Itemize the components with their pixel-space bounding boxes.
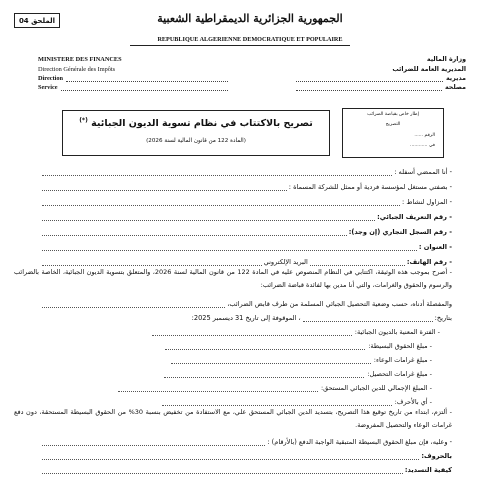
- service-fr-field[interactable]: [61, 84, 228, 91]
- payment-method-row: [40, 466, 452, 474]
- phone-label: - رقم الهاتف:: [406, 258, 452, 266]
- remaining-amount-label: - وعليه، فإن مبلغ الحقوق البسيطة المتبقية الواجبة الدفع (بالأرقام) :: [267, 438, 452, 446]
- nif-label: - رقم التعريف الجبائي:: [377, 213, 452, 221]
- debt-period-label: - الفترة المعنية بالديون الجبائية:: [354, 328, 440, 336]
- signer-row: [40, 168, 452, 176]
- annex-label: الملحق 04: [14, 13, 60, 28]
- simple-duties-field[interactable]: [165, 343, 365, 350]
- nif-row: [40, 213, 452, 221]
- capacity-label: - بصفتي مستغل لمؤسسة فردية أو ممثل للشركة المسماة :: [288, 183, 452, 191]
- address-label: - العنوان :: [418, 243, 452, 251]
- rc-row: [40, 228, 452, 236]
- capacity-field[interactable]: [42, 184, 287, 191]
- capacity-row: [40, 183, 452, 191]
- collection-fines-row: [164, 370, 432, 378]
- amount-letters-row: [162, 398, 432, 406]
- debt-period-row: [152, 328, 440, 336]
- total-debt-row: [118, 384, 432, 392]
- service-ar-row: [296, 84, 466, 91]
- assessment-fines-label: - مبلغ غرامات الوعاء:: [373, 356, 432, 364]
- direction-ar-row: [296, 75, 466, 82]
- direction-fr-field[interactable]: [66, 75, 228, 82]
- rc-label: - رقم السجل التجاري (إن وجد):: [348, 228, 452, 236]
- arabic-republic-title: الجمهورية الجزائرية الديمقراطية الشعبية: [157, 12, 343, 25]
- total-debt-label: - المبلغ الإجمالي للدين الجبائي المستحق:: [320, 384, 432, 392]
- declaration-title-box: [62, 110, 330, 156]
- payment-method-field[interactable]: [42, 467, 403, 474]
- amount-letters-field[interactable]: [162, 399, 392, 406]
- stamp-date: في ............: [409, 143, 435, 148]
- assessment-fines-row: [171, 356, 432, 364]
- payment-method-label: كيفية التسديد:: [404, 466, 452, 474]
- declaration-paragraph: - أصرح بموجب هذه الوثيقة، اكتتابي في النظام المنصوص عليه في المادة 122 من قانون المالية لسنة 2026، والمتعلق بتسوية الديون الجبائية، الخاصة بالضرائب والرسوم والحقوق والغرامات، والتي أنا مدين بها لفائدة قباضة الضرائب:: [14, 268, 452, 289]
- total-debt-field[interactable]: [118, 385, 318, 392]
- debt-period-field[interactable]: [152, 329, 352, 336]
- collection-fines-field[interactable]: [164, 371, 364, 378]
- remaining-letters-label: بالحروف:: [421, 452, 452, 460]
- declaration-subtitle: (المادة 122 من قانون المالية لسنة 2026): [146, 138, 246, 144]
- declaration-continuation-row: [40, 300, 452, 308]
- signer-label: - أنا الممضي أسفله :: [394, 168, 452, 176]
- address-field[interactable]: [42, 244, 417, 251]
- service-fr-label: Service: [38, 84, 58, 91]
- direction-fr-row: [38, 75, 228, 82]
- address-row: [40, 243, 452, 251]
- date-prefix: بتاريخ:: [434, 314, 452, 322]
- ministry-ar: وزارة المالية: [426, 56, 466, 63]
- assessment-fines-field[interactable]: [171, 357, 371, 364]
- service-fr-row: [38, 84, 228, 91]
- activity-field[interactable]: [42, 199, 400, 206]
- remaining-letters-row: [40, 452, 452, 460]
- tax-office-stamp-box: [342, 108, 444, 158]
- phone-field[interactable]: [310, 259, 405, 266]
- remaining-amount-row: [40, 438, 452, 446]
- amount-letters-label: - أي بالأحرف:: [394, 398, 432, 406]
- french-republic-title: REPUBLIQUE ALGERIENNE DEMOCRATIQUE ET POPULAIRE: [157, 36, 343, 43]
- date-row: [40, 314, 452, 322]
- direction-fr-label: Direction: [38, 75, 64, 82]
- simple-duties-row: [165, 342, 432, 350]
- rc-field[interactable]: [42, 229, 347, 236]
- date-suffix: ، الموقوفة إلى تاريخ 31 ديسمبر 2025:: [191, 314, 301, 322]
- declaration-title-text: تصريح بالاكتتاب في نظام تسوية الديون الجبائية: [91, 118, 313, 130]
- email-label: البريد الإلكتروني: [263, 258, 308, 266]
- stamp-declaration: التصريح: [385, 122, 401, 127]
- phone-row: [40, 258, 452, 266]
- direction-ar-field[interactable]: [296, 75, 443, 82]
- remaining-amount-field[interactable]: [42, 439, 265, 446]
- dg-ar: المديرية العامة للضرائب: [392, 66, 466, 73]
- signer-field[interactable]: [42, 169, 392, 176]
- stamp-heading: إطار خاص بقباضة الضرائب: [367, 112, 419, 117]
- activity-label: - المزاول لنشاط :: [402, 198, 452, 206]
- activity-row: [40, 198, 452, 206]
- commitment-paragraph: - ألتزم، ابتداء من تاريخ توقيع هذا التصريح، بتسديد الدين الجبائي المستحق علي، مع الاستفادة من تخفيض بنسبة 30% من الحقوق البسيطة المستحقة، دون دفع غرامات الوعاء والتحصيل المفروضة.: [14, 408, 453, 429]
- title-underline: [130, 45, 350, 46]
- email-field[interactable]: [42, 259, 262, 266]
- direction-ar-label: مديرية: [445, 75, 466, 82]
- declaration-continuation: والمفصلة أدناه، حسب وضعية التحصيل الجبائي المسلمة من طرف قابض الضرائب،: [227, 300, 452, 308]
- collection-fines-label: - مبلغ غرامات التحصيل:: [367, 370, 432, 378]
- service-ar-label: مصلحة: [444, 84, 466, 91]
- nif-field[interactable]: [42, 214, 375, 221]
- remaining-letters-field[interactable]: [42, 453, 419, 460]
- date-field[interactable]: [303, 315, 433, 322]
- stamp-number: الرقم ......: [414, 133, 435, 138]
- declaration-title: [63, 117, 329, 129]
- title-footnote-mark: (*): [79, 117, 88, 124]
- service-ar-field[interactable]: [296, 84, 442, 91]
- dg-fr: Direction Générale des Impôts: [38, 66, 116, 73]
- collector-field[interactable]: [42, 301, 225, 308]
- ministry-fr: MINISTERE DES FINANCES: [38, 56, 122, 63]
- simple-duties-label: - مبلغ الحقوق البسيطة:: [368, 342, 432, 350]
